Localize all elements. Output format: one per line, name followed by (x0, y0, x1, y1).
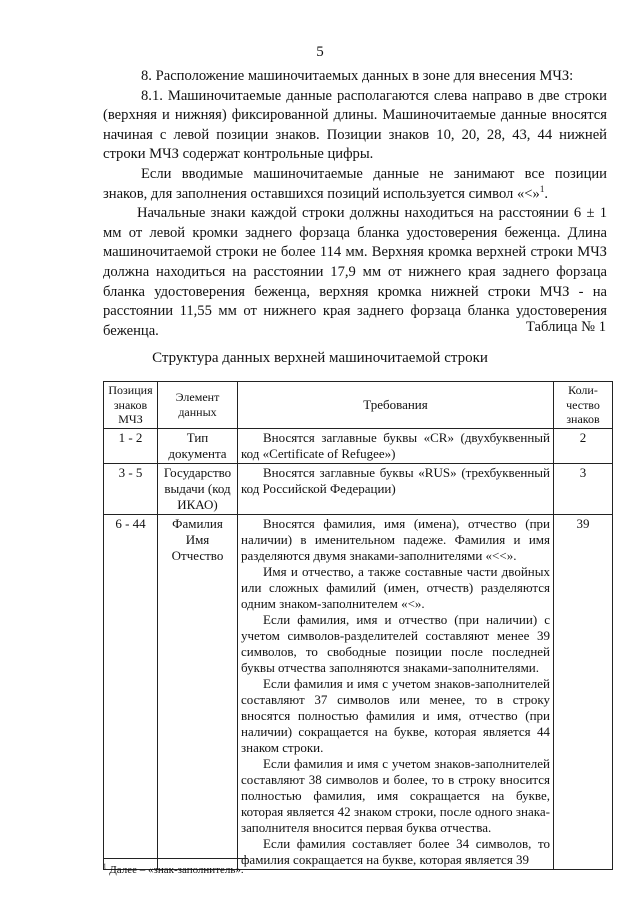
mrz-structure-table (103, 381, 613, 870)
cell-element: Государство выдачи (код ИКАО) (158, 463, 238, 514)
table-row (104, 514, 613, 869)
paragraph-filler-end: . (544, 185, 548, 202)
cell-requirements (238, 463, 554, 514)
paragraph-8-1: 8.1. Машиночитаемые данные располагаются слева направо в две строки (верхняя и нижняя) фиксированной длины. Машиночитаемые данные вносятся начиная с левой позиции знаков. Позиции знаков 10, 20, 28, 43, 44 нижней строки МЧЗ содержат контрольные цифры. (103, 87, 607, 163)
requirement-paragraph: Имя и отчество, а также составные части двойных или сложных фамилий (имен, отчеств) разделяются одним знаком-заполнителем «<». (241, 563, 550, 611)
footnote (103, 864, 244, 876)
requirement-paragraph: Если фамилия составляет более 34 символов, то фамилия сокращается на букве, которая является 39 (241, 835, 550, 867)
paragraph-filler-text: Если вводимые машиночитаемые данные не занимают все позиции знаков, для заполнения оставшихся позиций используется символ «<» (103, 165, 607, 202)
header-position: Позиция знаков МЧЗ (104, 382, 158, 429)
cell-count: 39 (554, 514, 613, 869)
footnote-divider (103, 858, 248, 859)
requirement-paragraph: Если фамилия, имя и отчество (при наличии) с учетом символов-разделителей составляют менее 39 символов, то свободные позиции после последней буквы отчества заполняются знаками-заполнителями. (241, 611, 550, 675)
header-count: Коли-чество знаков (554, 382, 613, 429)
cell-element: Фамилия Имя Отчество (158, 514, 238, 869)
footnote-marker: 1 (103, 862, 107, 871)
cell-position: 6 - 44 (104, 514, 158, 869)
requirement-paragraph: Если фамилия и имя с учетом знаков-заполнителей составляют 37 символов или менее, то в строку вносятся полностью фамилия и имя, отчество (при наличии) сокращается на букве, которая является 44 знаком строки. (241, 675, 550, 755)
requirement-paragraph: Вносятся фамилия, имя (имена), отчество (при наличии) в именительном падеже. Фамилия и имя разделяются двумя знаками-заполнителями «<<». (241, 515, 550, 563)
body-text (103, 67, 607, 341)
header-requirements: Требования (238, 382, 554, 429)
cell-element: Тип документа (158, 428, 238, 463)
table-title: Структура данных верхней машиночитаемой строки (152, 350, 488, 366)
table-row (104, 463, 613, 514)
paragraph-placement: Начальные знаки каждой строки должны находиться на расстоянии 6 ± 1 мм от левой кромки заднего форзаца бланка удостоверения беженца. Длина машиночитаемой строки не более 114 мм. Верхняя кромка верхней строки МЧЗ должна находиться на расстоянии 17,9 мм от нижнего края заднего форзаца бланка удостоверения беженца, верхняя кромка нижней строки МЧЗ - на расстоянии 11,55 мм от нижнего края заднего форзаца бланка удостоверения беженца. (103, 205, 607, 339)
table-caption: Таблица № 1 (526, 319, 606, 335)
footnote-ref: 1 (539, 183, 545, 194)
footnote-text: Далее – «знак-заполнитель». (106, 864, 244, 876)
cell-requirements (238, 514, 554, 869)
requirement-paragraph: Вносятся заглавные буквы «CR» (двухбуквенный код «Certificate of Refugee») (241, 429, 550, 461)
requirement-paragraph: Если фамилия и имя с учетом знаков-заполнителей составляют 38 символов и более, то в строку вносится полностью фамилия, имя сокращается на букве, которая является 42 знаком строки, после одного знака-заполнителя вносится первая буква отчества. (241, 755, 550, 835)
cell-count: 2 (554, 428, 613, 463)
header-element: Элемент данных (158, 382, 238, 429)
cell-count: 3 (554, 463, 613, 514)
section-heading: 8. Расположение машиночитаемых данных в зоне для внесения МЧЗ: (141, 68, 574, 84)
cell-position: 1 - 2 (104, 428, 158, 463)
paragraph-filler (103, 165, 607, 204)
table-header-row (104, 382, 613, 429)
cell-position: 3 - 5 (104, 463, 158, 514)
table-row (104, 428, 613, 463)
requirement-paragraph: Вносятся заглавные буквы «RUS» (трехбуквенный код Российской Федерации) (241, 464, 550, 496)
page-number: 5 (316, 44, 324, 60)
cell-requirements (238, 428, 554, 463)
